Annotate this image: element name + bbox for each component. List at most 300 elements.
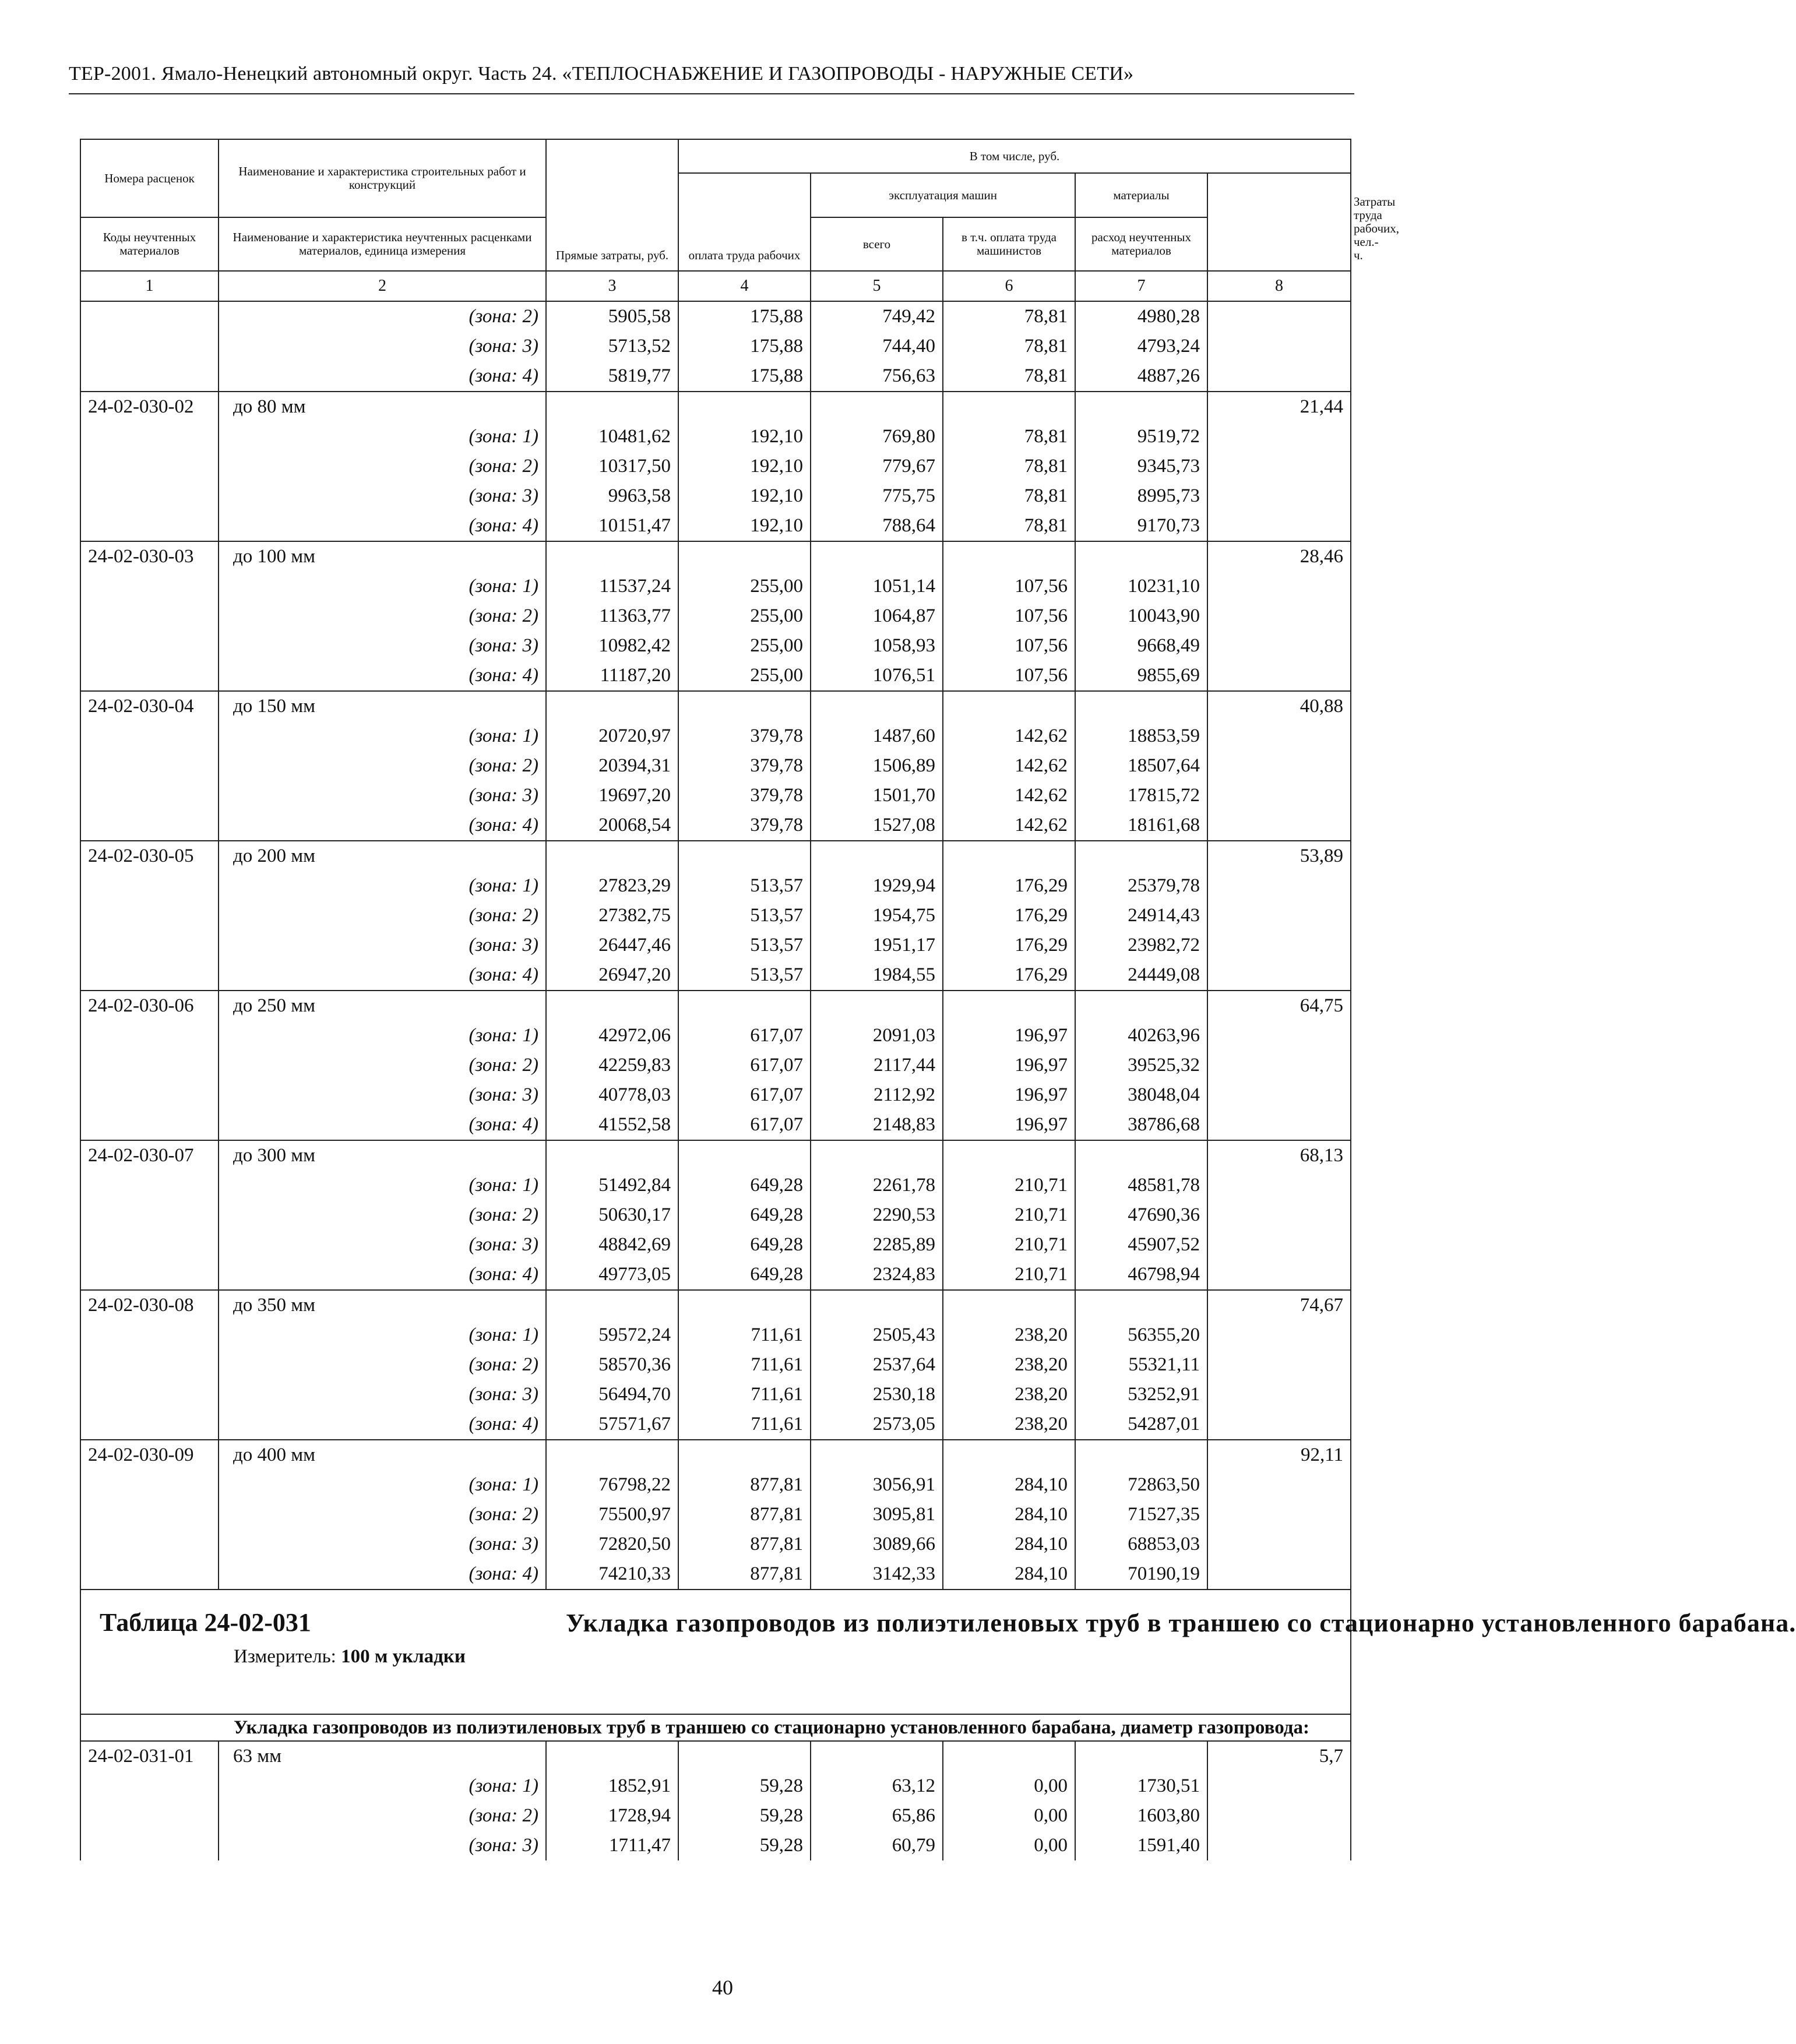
table-body [80, 301, 1351, 1590]
worker-wages: 59,28 [678, 1771, 811, 1801]
rate-name: до 250 мм [219, 991, 546, 1021]
zone-label: (зона: 3) [219, 1080, 546, 1110]
direct-costs: 27382,75 [546, 901, 678, 931]
materials-cost: 40263,96 [1075, 1021, 1207, 1051]
materials-cost [1075, 1290, 1207, 1320]
direct-costs [546, 1290, 678, 1320]
rate-header-row [80, 691, 1351, 721]
materials-cost: 25379,78 [1075, 871, 1207, 901]
rate-code: 24-02-030-05 [80, 841, 219, 871]
zone-row [80, 1409, 1351, 1440]
worker-wages [678, 1140, 811, 1171]
section-heading-cell [80, 1590, 1796, 1714]
rate-code [80, 1200, 219, 1230]
zone-label: (зона: 1) [219, 1171, 546, 1200]
col-header-direct-costs: Прямые затраты, руб. [546, 139, 678, 271]
direct-costs [546, 392, 678, 422]
worker-wages: 617,07 [678, 1110, 811, 1140]
direct-costs: 20720,97 [546, 721, 678, 751]
zone-label: (зона: 4) [219, 511, 546, 541]
zone-row [80, 1470, 1351, 1500]
zone-row [80, 781, 1351, 810]
rate-name: до 100 мм [219, 541, 546, 572]
zone-row [80, 1771, 1351, 1801]
labor-hours: 40,88 [1207, 691, 1351, 721]
worker-wages: 255,00 [678, 601, 811, 631]
operator-wages: 142,62 [943, 721, 1075, 751]
materials-cost: 1730,51 [1075, 1771, 1207, 1801]
rate-code [80, 1530, 219, 1559]
zone-row [80, 1350, 1351, 1380]
zone-label: (зона: 1) [219, 1771, 546, 1801]
worker-wages [678, 392, 811, 422]
zone-row [80, 931, 1351, 960]
labor-hours [1207, 1110, 1351, 1140]
labor-hours: 68,13 [1207, 1140, 1351, 1171]
zone-label: (зона: 3) [219, 931, 546, 960]
rate-code [80, 1470, 219, 1500]
worker-wages: 255,00 [678, 631, 811, 661]
rate-code [80, 1500, 219, 1530]
rate-code [80, 1260, 219, 1290]
col-header-material-usage: расход неучтенных материалов [1075, 217, 1207, 271]
zone-row [80, 332, 1351, 361]
col-header-materials: материалы [1075, 173, 1207, 217]
materials-cost: 9519,72 [1075, 422, 1207, 452]
direct-costs: 42259,83 [546, 1051, 678, 1080]
zone-row [80, 871, 1351, 901]
worker-wages: 877,81 [678, 1530, 811, 1559]
worker-wages: 617,07 [678, 1051, 811, 1080]
worker-wages: 617,07 [678, 1080, 811, 1110]
labor-hours [1207, 481, 1351, 511]
direct-costs: 49773,05 [546, 1260, 678, 1290]
zone-label: (зона: 2) [219, 751, 546, 781]
labor-hours [1207, 810, 1351, 841]
labor-hours [1207, 1831, 1351, 1860]
worker-wages: 877,81 [678, 1500, 811, 1530]
machines-total: 2573,05 [811, 1409, 943, 1440]
direct-costs: 10151,47 [546, 511, 678, 541]
materials-cost: 56355,20 [1075, 1320, 1207, 1350]
materials-cost: 9170,73 [1075, 511, 1207, 541]
worker-wages: 877,81 [678, 1559, 811, 1590]
machines-total: 1076,51 [811, 661, 943, 691]
rates-table [80, 139, 1796, 1860]
operator-wages: 78,81 [943, 511, 1075, 541]
rate-header-row [80, 1140, 1351, 1171]
machines-total [811, 1290, 943, 1320]
materials-cost: 24914,43 [1075, 901, 1207, 931]
direct-costs: 48842,69 [546, 1230, 678, 1260]
col-index: 2 [219, 271, 546, 301]
rate-header-row [80, 991, 1351, 1021]
zone-label: (зона: 3) [219, 781, 546, 810]
direct-costs [546, 841, 678, 871]
materials-cost: 4887,26 [1075, 361, 1207, 392]
labor-hours [1207, 781, 1351, 810]
zone-label: (зона: 2) [219, 301, 546, 332]
direct-costs: 74210,33 [546, 1559, 678, 1590]
machines-total: 756,63 [811, 361, 943, 392]
worker-wages: 711,61 [678, 1409, 811, 1440]
zone-row [80, 751, 1351, 781]
page-header: ТЕР-2001. Ямало-Ненецкий автономный округ. Часть 24. «ТЕПЛОСНАБЖЕНИЕ И ГАЗОПРОВОДЫ - НАРУЖНЫЕ СЕТИ» [69, 63, 1134, 84]
materials-cost: 46798,94 [1075, 1260, 1207, 1290]
rate-code [80, 871, 219, 901]
machines-total: 2261,78 [811, 1171, 943, 1200]
rate-code [80, 721, 219, 751]
zone-row [80, 1200, 1351, 1230]
zone-row [80, 572, 1351, 601]
labor-hours [1207, 931, 1351, 960]
materials-cost: 18507,64 [1075, 751, 1207, 781]
direct-costs: 27823,29 [546, 871, 678, 901]
labor-hours [1207, 422, 1351, 452]
rate-header-row [80, 1741, 1351, 1771]
table-head: Номера расценок Наименование и характеристика строительных работ и конструкций Прямые затраты, руб. В том числе, руб. Затраты труда рабочих, чел.-ч. оплата труда рабочих эксплуатация машин материалы Коды неучтенных материалов Наименование и характеристика неучтенных расценками материалов, единица измерения всего в т.ч. оплата труда машинистов расход неучтенных материалов 1 2 3 4 5 6 7 8 [80, 139, 1351, 301]
header-rule [69, 93, 1354, 94]
zone-label: (зона: 3) [219, 332, 546, 361]
direct-costs: 50630,17 [546, 1200, 678, 1230]
worker-wages: 649,28 [678, 1230, 811, 1260]
zone-row [80, 631, 1351, 661]
operator-wages: 210,71 [943, 1260, 1075, 1290]
materials-cost: 9855,69 [1075, 661, 1207, 691]
direct-costs: 76798,22 [546, 1470, 678, 1500]
operator-wages [943, 1290, 1075, 1320]
machines-total: 788,64 [811, 511, 943, 541]
worker-wages: 192,10 [678, 481, 811, 511]
machines-total: 1487,60 [811, 721, 943, 751]
labor-hours [1207, 901, 1351, 931]
rate-code [80, 931, 219, 960]
direct-costs: 10317,50 [546, 452, 678, 481]
operator-wages: 238,20 [943, 1380, 1075, 1409]
rate-code [80, 452, 219, 481]
rate-code [80, 301, 219, 332]
materials-cost: 18161,68 [1075, 810, 1207, 841]
rate-header-row [80, 392, 1351, 422]
zone-row [80, 481, 1351, 511]
operator-wages: 78,81 [943, 361, 1075, 392]
col-index: 7 [1075, 271, 1207, 301]
operator-wages: 0,00 [943, 1801, 1075, 1831]
zone-label: (зона: 4) [219, 661, 546, 691]
machines-total: 1929,94 [811, 871, 943, 901]
labor-hours [1207, 1500, 1351, 1530]
zone-label: (зона: 1) [219, 721, 546, 751]
machines-total: 2537,64 [811, 1350, 943, 1380]
rate-code [80, 481, 219, 511]
materials-cost: 70190,19 [1075, 1559, 1207, 1590]
operator-wages: 0,00 [943, 1831, 1075, 1860]
direct-costs: 5905,58 [546, 301, 678, 332]
direct-costs: 19697,20 [546, 781, 678, 810]
zone-label: (зона: 4) [219, 1260, 546, 1290]
worker-wages: 192,10 [678, 422, 811, 452]
machines-total: 744,40 [811, 332, 943, 361]
machines-total: 1501,70 [811, 781, 943, 810]
labor-hours [1207, 1230, 1351, 1260]
labor-hours [1207, 1021, 1351, 1051]
operator-wages: 107,56 [943, 661, 1075, 691]
rate-code [80, 572, 219, 601]
zone-row [80, 301, 1351, 332]
zone-label: (зона: 2) [219, 452, 546, 481]
rate-code [80, 781, 219, 810]
labor-hours [1207, 1320, 1351, 1350]
worker-wages: 59,28 [678, 1801, 811, 1831]
worker-wages [678, 841, 811, 871]
worker-wages: 617,07 [678, 1021, 811, 1051]
zone-label: (зона: 3) [219, 631, 546, 661]
machines-total [811, 991, 943, 1021]
worker-wages: 513,57 [678, 960, 811, 991]
col-header-machines-total: всего [811, 217, 943, 271]
zone-label: (зона: 1) [219, 1021, 546, 1051]
labor-hours [1207, 871, 1351, 901]
zone-row [80, 601, 1351, 631]
page-number: 40 [712, 1976, 733, 1999]
zone-row [80, 1260, 1351, 1290]
rate-code: 24-02-030-04 [80, 691, 219, 721]
direct-costs: 10481,62 [546, 422, 678, 452]
machines-total: 1951,17 [811, 931, 943, 960]
zone-row [80, 960, 1351, 991]
machines-total [811, 1140, 943, 1171]
materials-cost [1075, 1440, 1207, 1470]
operator-wages: 196,97 [943, 1080, 1075, 1110]
labor-hours [1207, 960, 1351, 991]
worker-wages: 175,88 [678, 332, 811, 361]
rate-code: 24-02-030-07 [80, 1140, 219, 1171]
zone-row [80, 721, 1351, 751]
operator-wages: 284,10 [943, 1530, 1075, 1559]
measure-line [88, 1639, 1343, 1674]
machines-total [811, 1741, 943, 1771]
materials-cost: 1603,80 [1075, 1801, 1207, 1831]
rate-code [80, 601, 219, 631]
direct-costs: 40778,03 [546, 1080, 678, 1110]
materials-cost: 4980,28 [1075, 301, 1207, 332]
rate-name: до 400 мм [219, 1440, 546, 1470]
labor-hours [1207, 332, 1351, 361]
rate-code [80, 332, 219, 361]
materials-cost: 10043,90 [1075, 601, 1207, 631]
materials-cost: 53252,91 [1075, 1380, 1207, 1409]
materials-cost: 45907,52 [1075, 1230, 1207, 1260]
operator-wages: 284,10 [943, 1470, 1075, 1500]
materials-cost: 38786,68 [1075, 1110, 1207, 1140]
labor-hours [1207, 1051, 1351, 1080]
worker-wages: 379,78 [678, 751, 811, 781]
rate-code [80, 1831, 219, 1860]
worker-wages: 379,78 [678, 781, 811, 810]
operator-wages: 176,29 [943, 931, 1075, 960]
direct-costs: 26447,46 [546, 931, 678, 960]
machines-total: 2091,03 [811, 1021, 943, 1051]
worker-wages: 175,88 [678, 301, 811, 332]
rate-code [80, 631, 219, 661]
operator-wages: 210,71 [943, 1200, 1075, 1230]
machines-total: 60,79 [811, 1831, 943, 1860]
zone-row [80, 1021, 1351, 1051]
materials-cost: 10231,10 [1075, 572, 1207, 601]
machines-total [811, 392, 943, 422]
col-header-material-codes: Коды неучтенных материалов [80, 217, 219, 271]
worker-wages: 175,88 [678, 361, 811, 392]
operator-wages: 176,29 [943, 901, 1075, 931]
operator-wages: 78,81 [943, 301, 1075, 332]
operator-wages: 196,97 [943, 1051, 1075, 1080]
section-table-031 [80, 1590, 1796, 1741]
direct-costs: 56494,70 [546, 1380, 678, 1409]
measure-label: Измеритель: [234, 1646, 336, 1667]
zone-label: (зона: 3) [219, 1380, 546, 1409]
materials-cost [1075, 392, 1207, 422]
machines-total: 1506,89 [811, 751, 943, 781]
zone-row [80, 1500, 1351, 1530]
worker-wages: 649,28 [678, 1171, 811, 1200]
direct-costs: 20068,54 [546, 810, 678, 841]
machines-total: 63,12 [811, 1771, 943, 1801]
machines-total: 3095,81 [811, 1500, 943, 1530]
materials-cost: 9668,49 [1075, 631, 1207, 661]
rate-code: 24-02-030-02 [80, 392, 219, 422]
rate-code [80, 1409, 219, 1440]
worker-wages: 649,28 [678, 1200, 811, 1230]
rate-code [80, 1080, 219, 1110]
rate-header-row [80, 841, 1351, 871]
zone-label: (зона: 3) [219, 481, 546, 511]
section-description-cell [80, 1714, 1351, 1741]
materials-cost: 24449,08 [1075, 960, 1207, 991]
operator-wages: 176,29 [943, 871, 1075, 901]
operator-wages: 284,10 [943, 1500, 1075, 1530]
materials-cost: 47690,36 [1075, 1200, 1207, 1230]
zone-row [80, 1530, 1351, 1559]
direct-costs: 9963,58 [546, 481, 678, 511]
worker-wages [678, 1290, 811, 1320]
operator-wages [943, 541, 1075, 572]
operator-wages [943, 991, 1075, 1021]
materials-cost: 68853,03 [1075, 1530, 1207, 1559]
zone-row [80, 361, 1351, 392]
materials-cost: 9345,73 [1075, 452, 1207, 481]
direct-costs: 42972,06 [546, 1021, 678, 1051]
worker-wages: 513,57 [678, 901, 811, 931]
machines-total: 1051,14 [811, 572, 943, 601]
zone-row [80, 452, 1351, 481]
direct-costs: 11537,24 [546, 572, 678, 601]
zone-label: (зона: 2) [219, 1200, 546, 1230]
operator-wages [943, 841, 1075, 871]
rate-code [80, 810, 219, 841]
operator-wages [943, 392, 1075, 422]
direct-costs: 1728,94 [546, 1801, 678, 1831]
direct-costs: 26947,20 [546, 960, 678, 991]
machines-total: 2290,53 [811, 1200, 943, 1230]
operator-wages: 78,81 [943, 422, 1075, 452]
worker-wages [678, 1741, 811, 1771]
machines-total: 3142,33 [811, 1559, 943, 1590]
labor-hours [1207, 301, 1351, 332]
materials-cost: 1591,40 [1075, 1831, 1207, 1860]
labor-hours: 74,67 [1207, 1290, 1351, 1320]
labor-hours [1207, 1350, 1351, 1380]
machines-total [811, 841, 943, 871]
worker-wages: 711,61 [678, 1380, 811, 1409]
worker-wages: 192,10 [678, 452, 811, 481]
machines-total: 65,86 [811, 1801, 943, 1831]
rate-code [80, 1350, 219, 1380]
labor-hours [1207, 1470, 1351, 1500]
rate-code: 24-02-030-03 [80, 541, 219, 572]
table-title: Укладка газопроводов из полиэтиленовых труб в траншею со стационарно установленного барабана. [566, 1609, 1796, 1637]
operator-wages: 142,62 [943, 751, 1075, 781]
direct-costs: 1711,47 [546, 1831, 678, 1860]
zone-row [80, 1080, 1351, 1110]
worker-wages [678, 691, 811, 721]
materials-cost: 55321,11 [1075, 1350, 1207, 1380]
operator-wages: 176,29 [943, 960, 1075, 991]
labor-hours [1207, 1530, 1351, 1559]
operator-wages: 107,56 [943, 631, 1075, 661]
direct-costs: 1852,91 [546, 1771, 678, 1801]
col-header-material-names: Наименование и характеристика неучтенных расценками материалов, единица измерения [219, 217, 546, 271]
machines-total: 2530,18 [811, 1380, 943, 1409]
materials-cost: 39525,32 [1075, 1051, 1207, 1080]
rate-code [80, 960, 219, 991]
labor-hours: 28,46 [1207, 541, 1351, 572]
zone-row [80, 1380, 1351, 1409]
rate-code [80, 361, 219, 392]
rate-header-row [80, 541, 1351, 572]
worker-wages: 379,78 [678, 721, 811, 751]
col-header-group: В том числе, руб. [678, 139, 1351, 173]
materials-cost: 8995,73 [1075, 481, 1207, 511]
direct-costs: 10982,42 [546, 631, 678, 661]
measure-value: 100 м укладки [341, 1646, 466, 1667]
direct-costs [546, 691, 678, 721]
operator-wages: 142,62 [943, 781, 1075, 810]
zone-label: (зона: 1) [219, 422, 546, 452]
zone-label: (зона: 1) [219, 572, 546, 601]
rate-code [80, 1110, 219, 1140]
labor-hours [1207, 631, 1351, 661]
operator-wages: 238,20 [943, 1320, 1075, 1350]
rate-name: до 80 мм [219, 392, 546, 422]
labor-hours [1207, 601, 1351, 631]
labor-hours [1207, 1801, 1351, 1831]
col-header-codes: Номера расценок [80, 139, 219, 217]
rate-code [80, 901, 219, 931]
materials-cost: 71527,35 [1075, 1500, 1207, 1530]
operator-wages: 78,81 [943, 332, 1075, 361]
zone-label: (зона: 2) [219, 601, 546, 631]
labor-hours [1207, 1260, 1351, 1290]
zone-label: (зона: 4) [219, 810, 546, 841]
machines-total [811, 1440, 943, 1470]
rate-header-row [80, 1290, 1351, 1320]
direct-costs: 41552,58 [546, 1110, 678, 1140]
zone-label: (зона: 2) [219, 901, 546, 931]
col-index: 3 [546, 271, 678, 301]
labor-hours: 64,75 [1207, 991, 1351, 1021]
zone-row [80, 422, 1351, 452]
rate-code [80, 1051, 219, 1080]
